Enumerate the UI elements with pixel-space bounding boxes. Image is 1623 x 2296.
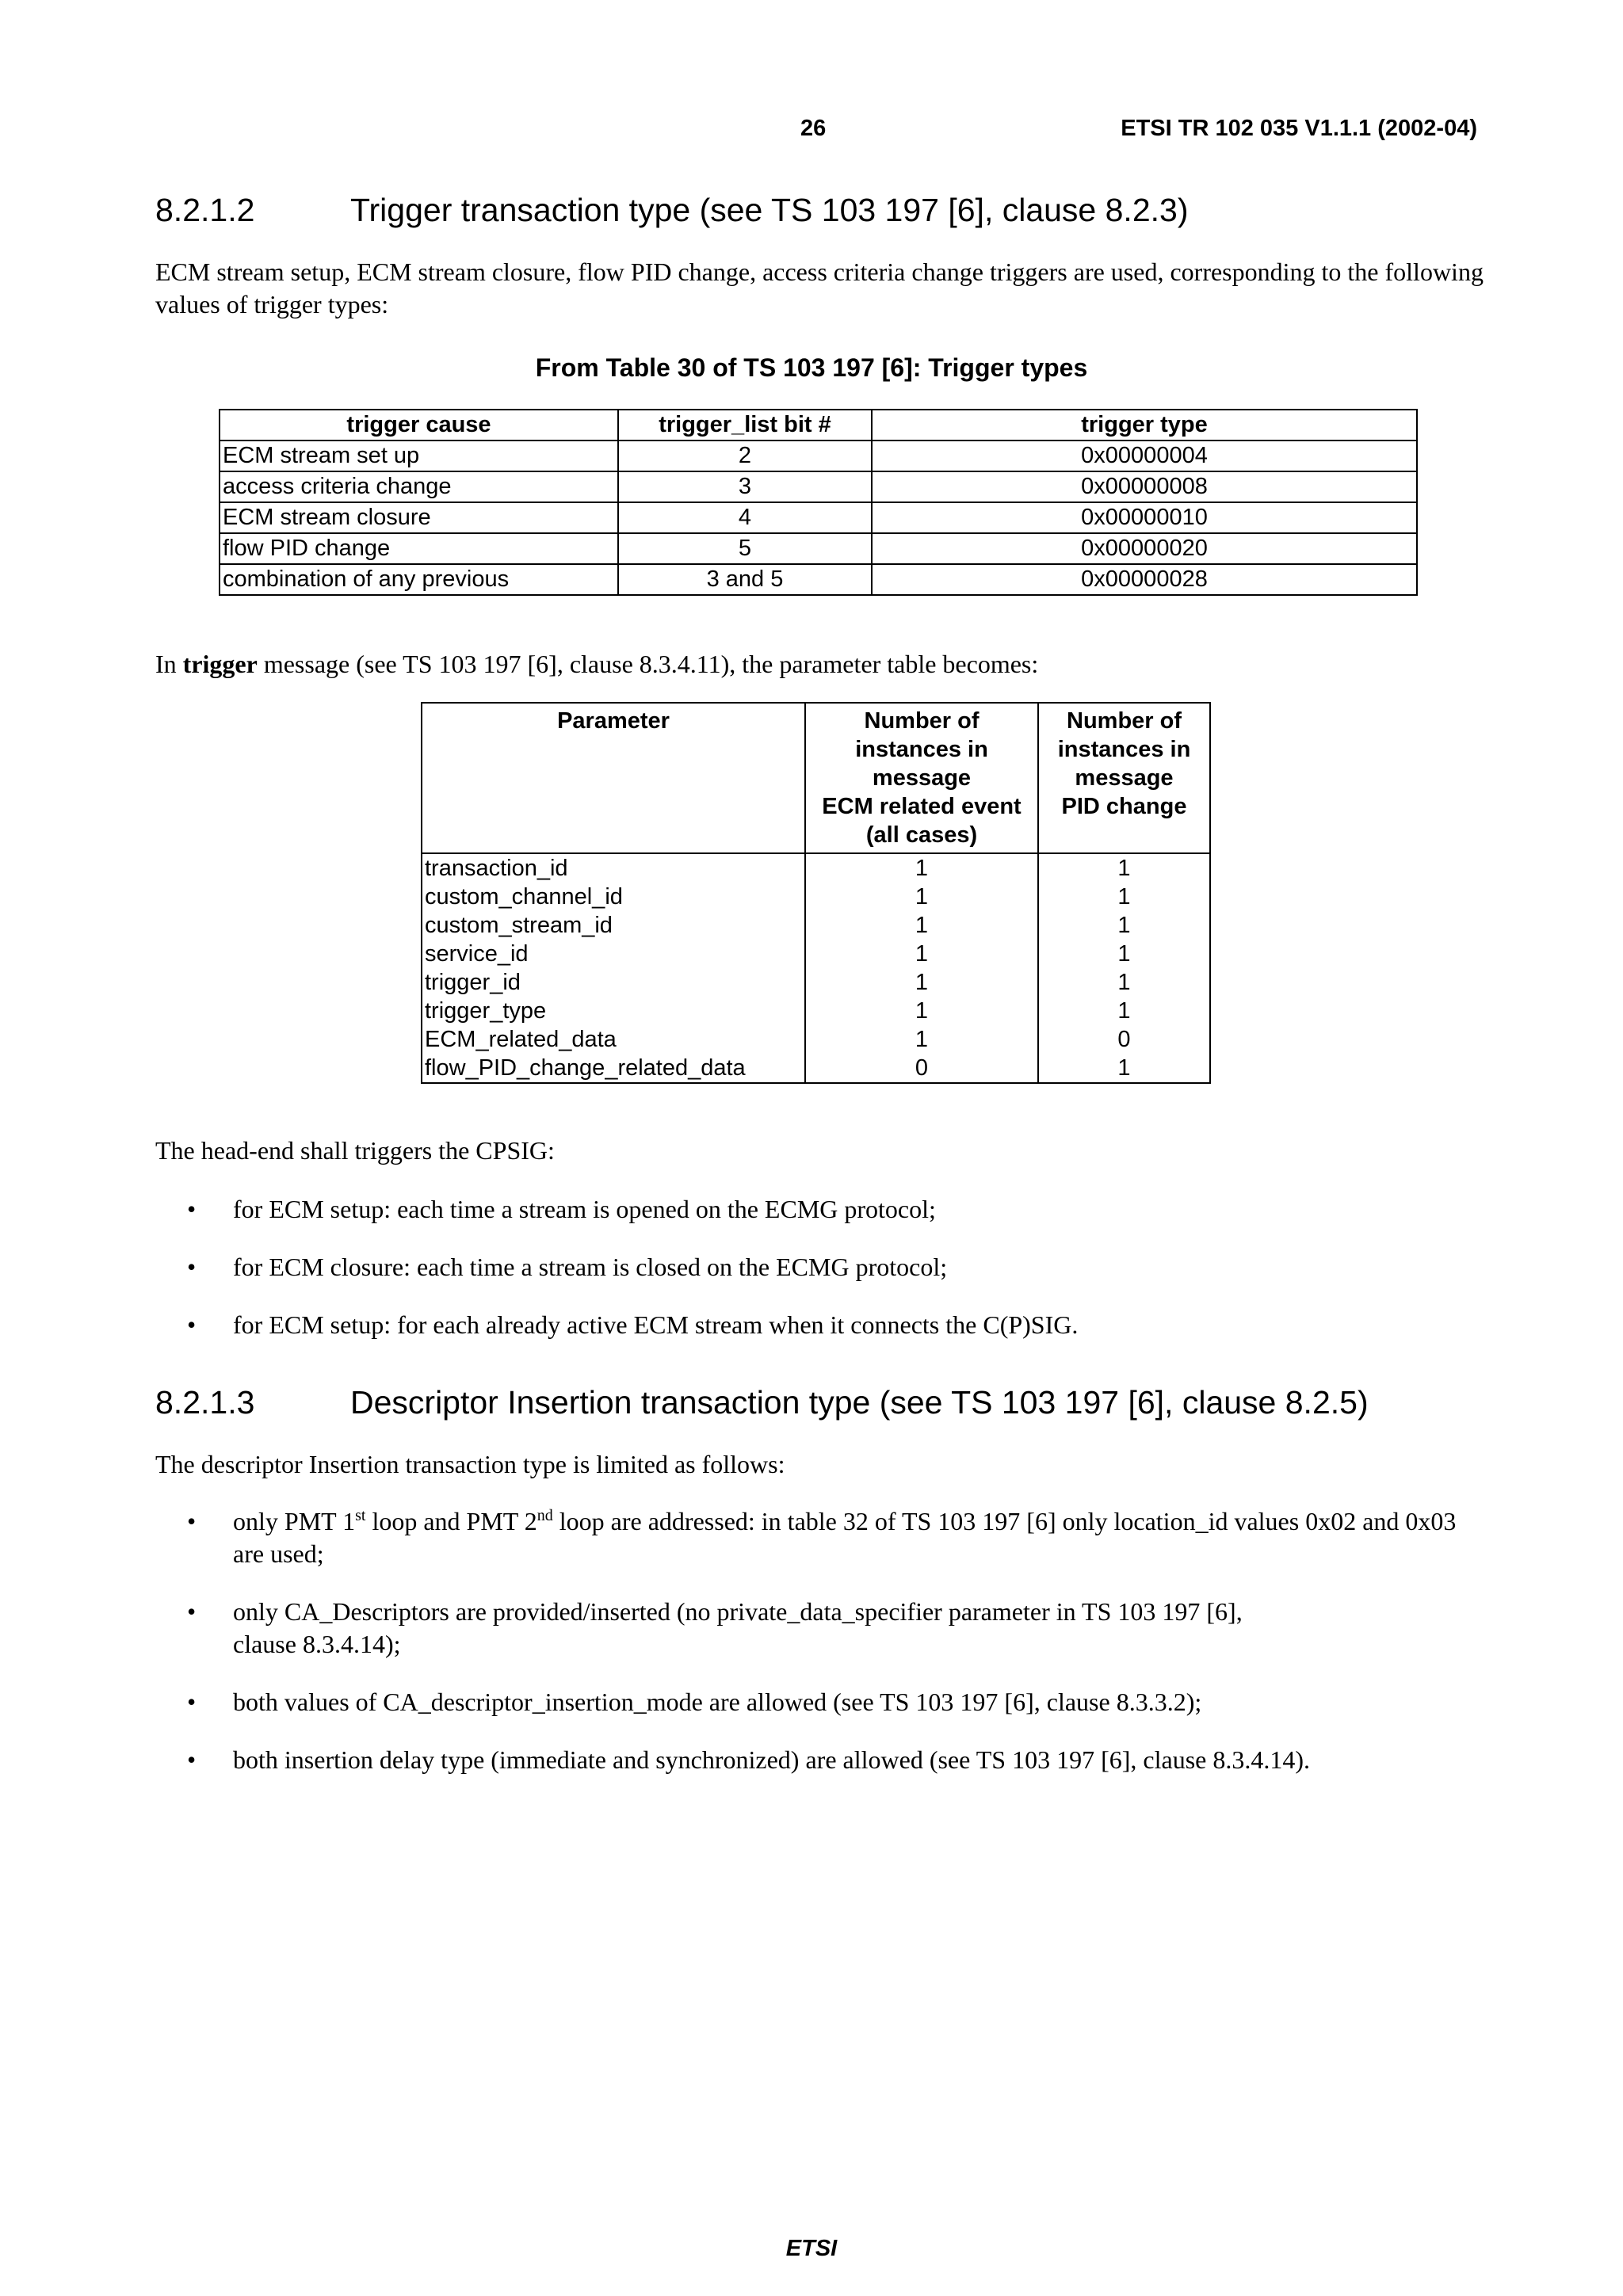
column-header: trigger type [872, 410, 1417, 441]
list-item-text: both insertion delay type (immediate and synchronized) are allowed (see TS 103 197 [6], clause 8.3.4.14). [233, 1745, 1311, 1774]
section-number: 8.2.1.2 [155, 192, 255, 228]
column-header: trigger_list bit # [618, 410, 872, 441]
header-line: Number of [864, 708, 980, 734]
section-title: Descriptor Insertion transaction type (see TS 103 197 [6], clause 8.2.5) [350, 1384, 1369, 1421]
text-run: loop are addressed: in table 32 of TS 103 197 [6] only location_id values 0x02 and 0x03 are used; [233, 1507, 1457, 1568]
list-item [187, 1193, 1487, 1226]
trigger-type-cell: 0x00000020 [872, 533, 1417, 564]
text-run: message (see TS 103 197 [6], clause 8.3.4.11), the parameter table becomes: [257, 650, 1039, 678]
column-header: trigger cause [220, 410, 618, 441]
column-header-parameter: Parameter [422, 703, 805, 853]
pid-count-cell: 1 [1038, 853, 1210, 883]
pid-count-cell: 1 [1038, 1054, 1210, 1083]
list-item [187, 1309, 1487, 1341]
table-row [422, 968, 1210, 997]
trigger-cause-cell: ECM stream closure [220, 502, 618, 533]
ecm-count-cell: 1 [805, 911, 1038, 940]
section-heading-8-2-1-2 [155, 192, 1188, 229]
bullet-icon: • [187, 1310, 197, 1339]
parameter-cell: transaction_id [422, 853, 805, 883]
header-line: PID change [1061, 794, 1187, 819]
parameter-cell: service_id [422, 940, 805, 968]
header-line: message [872, 765, 972, 791]
list-item [187, 1505, 1487, 1570]
footer-etsi: ETSI [785, 2236, 838, 2261]
header-line: (all cases) [865, 822, 978, 848]
ecm-count-cell: 1 [805, 883, 1038, 911]
parameter-cell: flow_PID_change_related_data [422, 1054, 805, 1083]
list-item-text: for ECM closure: each time a stream is closed on the ECMG protocol; [233, 1253, 948, 1281]
table-caption: From Table 30 of TS 103 197 [6]: Trigger types [535, 353, 1088, 382]
trigger-type-cell: 0x00000010 [872, 502, 1417, 533]
list-item-line: clause 8.3.4.14); [233, 1630, 401, 1658]
ecm-count-cell: 1 [805, 940, 1038, 968]
header-line: Number of [1067, 708, 1182, 734]
pid-count-cell: 1 [1038, 911, 1210, 940]
table-row [422, 940, 1210, 968]
page-number: 26 [800, 116, 827, 141]
ecm-count-cell: 1 [805, 1025, 1038, 1054]
text-run: loop and PMT 2 [365, 1507, 537, 1535]
trigger-message-paragraph [155, 648, 1487, 681]
table-row [220, 533, 1417, 564]
trigger-cause-cell: flow PID change [220, 533, 618, 564]
pid-count-cell: 1 [1038, 968, 1210, 997]
table-row [422, 1025, 1210, 1054]
document-id: ETSI TR 102 035 V1.1.1 (2002-04) [1121, 116, 1477, 141]
parameter-cell: ECM_related_data [422, 1025, 805, 1054]
bullet-icon: • [187, 1688, 197, 1716]
list-item-text: both values of CA_descriptor_insertion_mode are allowed (see TS 103 197 [6], clause 8.3.3.2); [233, 1688, 1202, 1716]
table-header-row [220, 410, 1417, 441]
ecm-count-cell: 1 [805, 968, 1038, 997]
ecm-count-cell: 1 [805, 997, 1038, 1025]
table-row [422, 883, 1210, 911]
table-row [220, 502, 1417, 533]
list-item [187, 1596, 1487, 1661]
list-item-line: only CA_Descriptors are provided/inserted (no private_data_specifier parameter in TS 103 197 [6], [233, 1597, 1243, 1626]
trigger-cause-cell: ECM stream set up [220, 441, 618, 471]
section-intro: The descriptor Insertion transaction type is limited as follows: [155, 1450, 785, 1478]
trigger-bit-cell: 4 [618, 502, 872, 533]
header-line: ECM related event [822, 794, 1022, 819]
list-item [187, 1744, 1487, 1776]
header-line: instances in [1057, 737, 1191, 762]
pid-count-cell: 1 [1038, 883, 1210, 911]
superscript: st [355, 1507, 366, 1524]
parameter-table [421, 702, 1211, 1084]
list-item-text: for ECM setup: for each already active ECM stream when it connects the C(P)SIG. [233, 1310, 1079, 1339]
text-run: only PMT 1 [233, 1507, 356, 1535]
table-row [422, 911, 1210, 940]
pid-count-cell: 1 [1038, 940, 1210, 968]
table-row [220, 471, 1417, 502]
ecm-count-cell: 0 [805, 1054, 1038, 1083]
parameter-cell: trigger_id [422, 968, 805, 997]
bullet-icon: • [187, 1253, 197, 1281]
bullet-icon: • [187, 1745, 197, 1774]
headend-paragraph: The head-end shall triggers the CPSIG: [155, 1136, 555, 1165]
section-heading-8-2-1-3 [155, 1384, 1369, 1421]
trigger-cause-cell: combination of any previous [220, 564, 618, 595]
header-line: instances in [855, 737, 988, 762]
trigger-type-cell: 0x00000004 [872, 441, 1417, 471]
table-row [422, 1054, 1210, 1083]
header-line: message [1075, 765, 1174, 791]
bullet-icon: • [187, 1597, 197, 1626]
text-run: In [155, 650, 183, 678]
trigger-cause-cell: access criteria change [220, 471, 618, 502]
trigger-type-cell: 0x00000028 [872, 564, 1417, 595]
list-item [187, 1686, 1487, 1718]
section-number: 8.2.1.3 [155, 1384, 255, 1421]
trigger-bit-cell: 2 [618, 441, 872, 471]
trigger-keyword: trigger [182, 650, 258, 678]
table-row [220, 441, 1417, 471]
pid-count-cell: 0 [1038, 1025, 1210, 1054]
pid-count-cell: 1 [1038, 997, 1210, 1025]
descriptor-bullet-list [187, 1505, 1487, 1776]
bullet-icon: • [187, 1195, 197, 1223]
table-header-row [422, 703, 1210, 853]
trigger-bit-cell: 5 [618, 533, 872, 564]
section-title: Trigger transaction type (see TS 103 197 [6], clause 8.2.3) [350, 192, 1189, 228]
table-row [422, 997, 1210, 1025]
parameter-cell: trigger_type [422, 997, 805, 1025]
trigger-type-cell: 0x00000008 [872, 471, 1417, 502]
parameter-cell: custom_stream_id [422, 911, 805, 940]
trigger-types-table [219, 409, 1418, 596]
headend-bullet-list [187, 1193, 1487, 1341]
table-row [220, 564, 1417, 595]
section-intro: ECM stream setup, ECM stream closure, flow PID change, access criteria change triggers are used, corresponding to the following values of trigger types: [155, 257, 1484, 318]
trigger-bit-cell: 3 and 5 [618, 564, 872, 595]
superscript: nd [537, 1507, 553, 1524]
ecm-count-cell: 1 [805, 853, 1038, 883]
column-header-ecm-event [805, 703, 1038, 853]
trigger-bit-cell: 3 [618, 471, 872, 502]
parameter-cell: custom_channel_id [422, 883, 805, 911]
table-row [422, 853, 1210, 883]
column-header-pid-change [1038, 703, 1210, 853]
bullet-icon: • [187, 1507, 197, 1535]
list-item [187, 1251, 1487, 1283]
list-item-text: for ECM setup: each time a stream is opened on the ECMG protocol; [233, 1195, 936, 1223]
